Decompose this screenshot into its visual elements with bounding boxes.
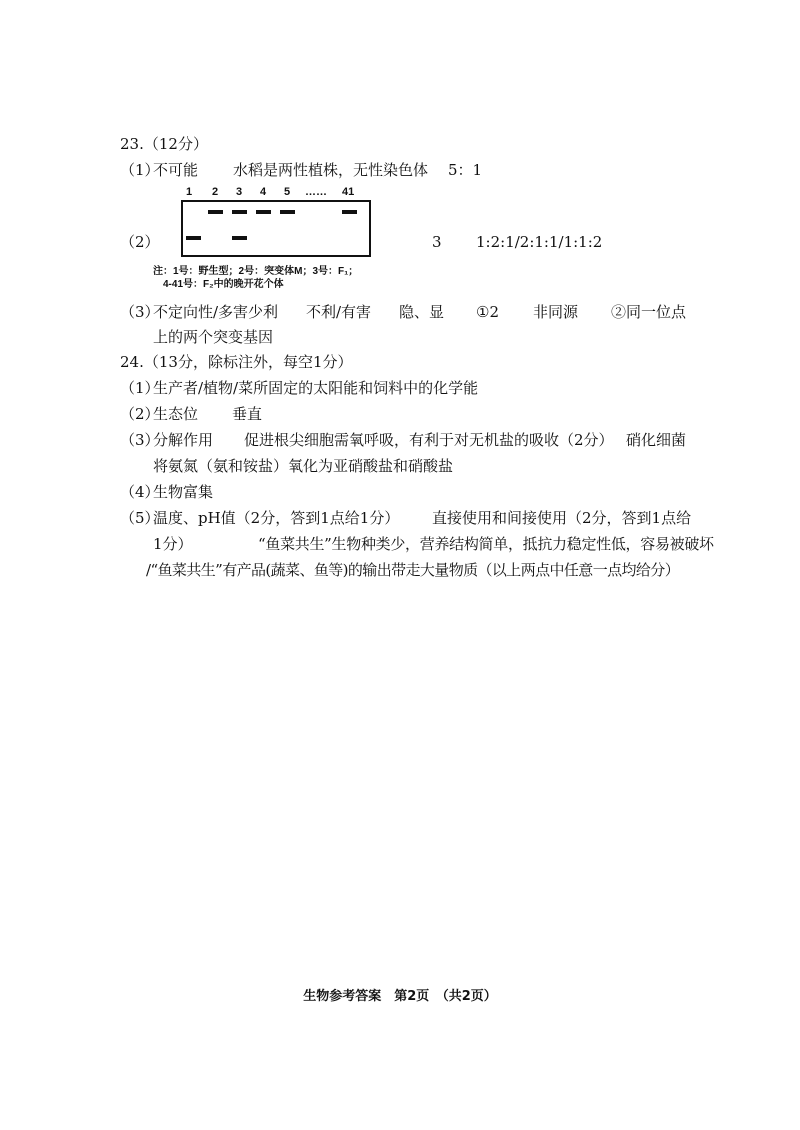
gel-band-lane-1-lower <box>186 236 201 240</box>
q24-part3-answer3: 硝化细菌 <box>626 431 687 449</box>
gel-band-lane-41-upper <box>342 210 357 214</box>
q23-part3-answer3: 隐、显 <box>399 303 445 321</box>
gel-lane-label: 1 <box>186 186 193 198</box>
q24-part5-answer3-cont: /“鱼菜共生”有产品(蔬菜、鱼等)的输出带走大量物质（以上两点中任意一点均给分） <box>146 561 680 579</box>
gel-lane-label: 5 <box>284 186 291 198</box>
gel-lane-label: 4 <box>260 186 267 198</box>
q23-part3-answer4: ①2 <box>476 303 499 321</box>
q23-header: 23.（12分） <box>120 135 208 153</box>
q24-part1-number: （1） <box>120 379 160 397</box>
gel-lane-label: 3 <box>236 186 243 198</box>
q23-part2-answer2: 1:2:1/2:1:1/1:1:2 <box>476 233 603 251</box>
q24-part2-answer2: 垂直 <box>232 405 263 423</box>
gel-lane-label: 41 <box>342 186 355 198</box>
gel-band-lane-4-upper <box>256 210 271 214</box>
q23-part1-answer3: 5：1 <box>448 161 483 179</box>
gel-band-lane-3-lower <box>232 236 247 240</box>
q23-part3-answer2: 不利/有害 <box>306 303 372 321</box>
q24-part3-answer3-cont: 将氨氮（氨和铵盐）氧化为亚硝酸盐和硝酸盐 <box>153 457 454 475</box>
gel-band-lane-2-upper <box>208 210 223 214</box>
q24-part5-answer2-cont: 1分） <box>153 535 193 553</box>
q24-part3-answer1: 分解作用 <box>153 431 214 449</box>
q23-part2-answer1: 3 <box>432 233 442 251</box>
page-footer: 生物参考答案 第2页 （共2页） <box>303 989 497 1004</box>
q24-part5-answer1: 温度、pH值（2分，答到1点给1分） <box>153 509 400 527</box>
q24-part4-number: （4） <box>120 483 160 501</box>
q23-part3-number: （3） <box>120 303 160 321</box>
q23-part3-answer6-cont: 上的两个突变基因 <box>153 328 274 346</box>
q24-part5-answer2: 直接使用和间接使用（2分，答到1点给 <box>432 509 692 527</box>
q24-part4-answer1: 生物富集 <box>153 483 214 501</box>
q24-part3-answer2: 促进根尖细胞需氧呼吸，有利于对无机盐的吸收（2分） <box>244 431 614 449</box>
q23-part3-answer6: ②同一位点 <box>611 303 687 321</box>
gel-frame <box>181 200 371 257</box>
q24-part1-answer1: 生产者/植物/菜所固定的太阳能和饲料中的化学能 <box>153 379 479 397</box>
q23-part2-number: （2） <box>120 233 160 251</box>
q24-part2-answer1: 生态位 <box>153 405 199 423</box>
gel-lane-label: …… <box>305 186 327 198</box>
q23-part3-answer5: 非同源 <box>533 303 579 321</box>
gel-band-lane-5-upper <box>280 210 295 214</box>
q23-part1-number: （1） <box>120 161 160 179</box>
q23-part1-answer2: 水稻是两性植株，无性染色体 <box>233 161 429 179</box>
q23-part3-answer1: 不定向性/多害少利 <box>153 303 279 321</box>
q23-part1-answer1: 不可能 <box>153 161 199 179</box>
q24-part2-number: （2） <box>120 405 160 423</box>
q24-header: 24.（13分，除标注外，每空1分） <box>120 353 353 371</box>
q24-part5-answer3: “鱼菜共生”生物种类少，营养结构简单，抵抗力稳定性低，容易被破坏 <box>258 535 714 553</box>
q24-part5-number: （5） <box>120 509 160 527</box>
gel-note-line1: 注：1号：野生型；2号：突变体M；3号：F₁； <box>153 266 359 277</box>
gel-note-line2: 4-41号：F₂中的晚开花个体 <box>163 279 284 290</box>
gel-band-lane-3-upper <box>232 210 247 214</box>
q24-part3-number: （3） <box>120 431 160 449</box>
gel-lane-label: 2 <box>212 186 219 198</box>
